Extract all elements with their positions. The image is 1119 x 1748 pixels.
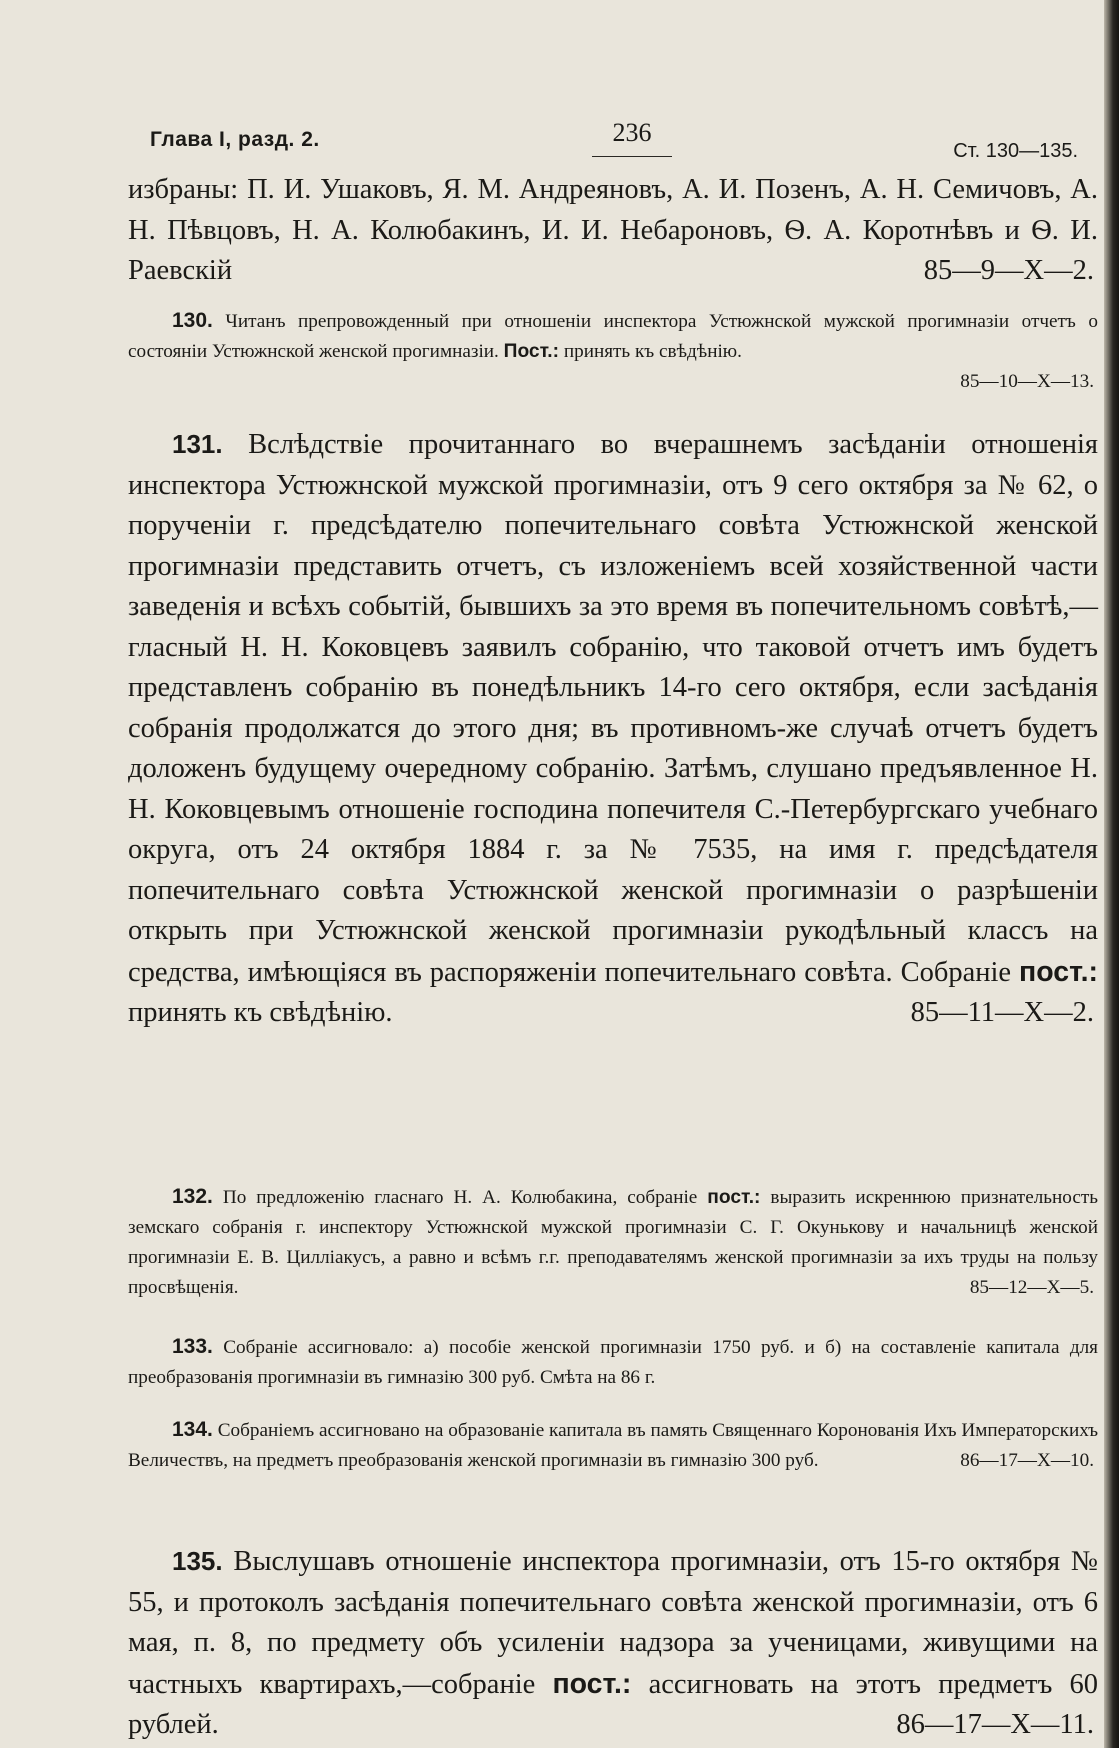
articles-range: Ст. 130—135.: [953, 140, 1078, 162]
paragraph-number: 131.: [172, 429, 223, 459]
paragraph-132: [128, 1182, 1098, 1303]
paragraph-text: По предложенію гласнаго Н. А. Колюбакина, собраніе: [222, 1187, 698, 1208]
paragraph-number: 135.: [172, 1546, 223, 1576]
paragraph-text: Вслѣдствіе прочитаннаго во вчерашнемъ засѣданіи отношенія инспектора Устюжнской мужской прогимназіи, отъ 9 сего октября за № 62, о порученіи г. предсѣдателю попечительнаго совѣта Устюжнской женской прогимназіи представить отчетъ, съ изложеніемъ всей хозяйственной части заведенія и всѣхъ событій, бывшихъ за это время въ попечительномъ совѣтѣ,—гласный Н. Н. Коковцевъ заявилъ собранію, что таковой отчетъ имъ будетъ представленъ собранію въ понедѣльникъ 14-го сего октября, если засѣданія собранія продолжатся до этого дня; въ противномъ-же случаѣ отчетъ будетъ доложенъ будущему очередному собранію. Затѣмъ, слушано предъявленное Н. Н. Коковцевымъ отношеніе господина попечителя С.-Петербургскаго учебнаго округа, отъ 24 октября 1884 г. за № 7535, на имя г. предсѣдателя попечительнаго совѣта Устюжнской женской прогимназіи о разрѣшеніи открыть при Устюжнской женской прогимназіи рукодѣльный классъ на средства, имѣющіяся въ распоряженіи попечительнаго совѣта. Собраніе: [128, 429, 1098, 988]
paragraph-text: Собраніе ассигновало: а) пособіе женской прогимназіи 1750 руб. и б) на составленіе капитала для преобразованія прогимназіи въ гимназію 300 руб. Смѣта на 86 г.: [128, 1337, 1098, 1388]
paragraph-131: [128, 424, 1098, 1034]
paragraph-text-after: принять къ свѣдѣнію.: [128, 997, 393, 1028]
paragraph-text-after: выразить искреннюю признательность земскаго собранія г. инспектору Устюжнской мужской прогимназіи С. Г. Окунькову и начальницѣ женской прогимназіи Е. В. Цилліакусъ, а равно и всѣмъ г.г. преподавателямъ женской прогимназіи за ихъ труды на пользу просвѣщенія.: [128, 1187, 1099, 1298]
page-number: 236: [612, 118, 652, 147]
chapter-heading: Глава I, разд. 2.: [150, 128, 320, 151]
paragraph-text: Собраніемъ ассигновано на образованіе капитала въ память Священнаго Коронованія Ихъ Императорскихъ Величествъ, на предметъ преобразованія женской прогимназіи въ гимназію 300 руб.: [128, 1420, 1099, 1471]
paragraph-ref: 85—12—Х—5.: [969, 1277, 1094, 1298]
paragraph-ref: 85—10—Х—13.: [960, 371, 1094, 392]
paragraph-number: 134.: [172, 1418, 213, 1441]
post-label: пост.:: [1019, 955, 1099, 988]
paragraph-number: 132.: [172, 1185, 213, 1208]
paragraph-number: 130.: [172, 309, 213, 332]
paragraph-ref: 86—17—Х—10.: [960, 1450, 1094, 1471]
post-label: пост.:: [552, 1667, 632, 1700]
paragraph-130: [128, 306, 1098, 397]
paragraph-text: Выслушавъ отношеніе инспектора прогимназіи, отъ 15-го октября № 55, и протоколъ засѣданія попечительнаго совѣта женской прогимназіи, отъ 6 мая, п. 8, по предмету объ усиленіи надзора за ученицами, живущими на частныхъ квартирахъ,—собраніе: [128, 1546, 1098, 1700]
paragraph-text: Читанъ препровожденный при отношеніи инспектора Устюжнской мужской прогимназіи отчетъ о состояніи Устюжнской женской прогимназіи.: [128, 311, 1098, 362]
post-label: Пост.:: [503, 341, 560, 362]
paragraph-ref-line: [128, 367, 1098, 397]
paragraph-number: 133.: [172, 1335, 213, 1358]
book-edge: [1104, 0, 1119, 1748]
paragraph-ref: 86—17—Х—11.: [896, 1709, 1094, 1740]
paragraph-text-after: ассигновать на этотъ предметъ 60 рублей.: [128, 1668, 1099, 1740]
page-header: [150, 118, 1086, 168]
page-number-rule: [592, 156, 672, 157]
paragraph-135: [128, 1541, 1098, 1746]
intro-text: избраны: П. И. Ушаковъ, Я. М. Андреяновъ, А. И. Позенъ, А. Н. Семичовъ, А. Н. Пѣвцовъ, Н. А. Колюбакинъ, И. И. Небароновъ, Ѳ. А. Коротнѣвъ и Ѳ. И. Раевскій: [128, 174, 1098, 286]
intro-paragraph: [128, 170, 1098, 292]
paragraph-133: [128, 1332, 1098, 1393]
paragraph-ref: 85—11—Х—2.: [910, 997, 1094, 1028]
intro-ref: 85—9—Х—2.: [923, 255, 1094, 286]
paragraph-text-after: принять къ свѣдѣнію.: [563, 341, 742, 362]
post-label: пост.:: [707, 1187, 761, 1208]
paragraph-134: [128, 1415, 1098, 1476]
